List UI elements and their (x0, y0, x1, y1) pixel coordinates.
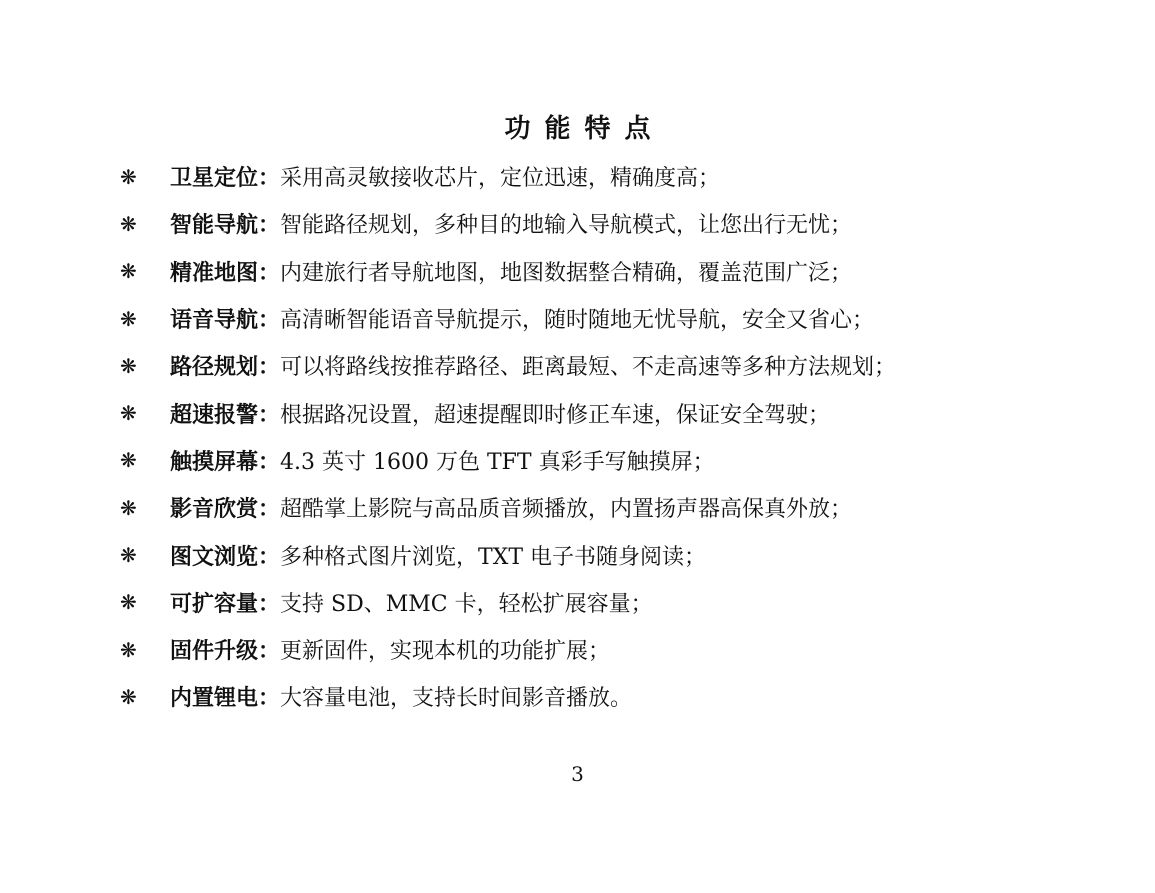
feature-description: 智能路径规划，多种目的地输入导航模式，让您出行无忧； (280, 213, 853, 239)
list-item (120, 248, 1120, 295)
feature-label: 可扩容量： (170, 590, 281, 617)
feature-list (120, 153, 1120, 721)
list-item (120, 579, 1120, 626)
asterisk-bullet-icon: ❋ (120, 684, 137, 709)
feature-label: 超速报警： (170, 401, 281, 428)
list-item (120, 673, 1120, 720)
asterisk-bullet-icon: ❋ (120, 495, 137, 520)
asterisk-bullet-icon: ❋ (120, 637, 137, 662)
feature-label: 内置锂电： (170, 685, 281, 712)
feature-description: 4.3 英寸 1600 万色 TFT 真彩手写触摸屏； (280, 449, 715, 475)
feature-label: 语音导航： (170, 307, 281, 334)
feature-description: 大容量电池，支持长时间影音播放。 (280, 686, 633, 712)
asterisk-bullet-icon: ❋ (120, 543, 137, 568)
list-item (120, 484, 1120, 531)
asterisk-bullet-icon: ❋ (120, 353, 137, 378)
feature-description: 内建旅行者导航地图，地图数据整合精确，覆盖范围广泛； (280, 260, 853, 286)
feature-description: 可以将路线按推荐路径、距离最短、不走高速等多种方法规划； (280, 355, 897, 381)
asterisk-bullet-icon: ❋ (120, 164, 137, 189)
list-item (120, 531, 1120, 578)
page-number: 3 (571, 762, 584, 786)
feature-description: 超酷掌上影院与高品质音频播放，内置扬声器高保真外放； (280, 497, 853, 523)
page-title: 功能特点 (504, 114, 665, 144)
list-item (120, 389, 1120, 436)
feature-label: 图文浏览： (170, 543, 281, 570)
feature-description: 根据路况设置，超速提醒即时修正车速，保证安全驾驶； (280, 402, 831, 428)
asterisk-bullet-icon: ❋ (120, 259, 137, 284)
feature-description: 支持 SD、MMC 卡，轻松扩展容量； (280, 591, 653, 617)
asterisk-bullet-icon: ❋ (120, 211, 137, 236)
list-item (120, 626, 1120, 673)
asterisk-bullet-icon: ❋ (120, 306, 137, 331)
asterisk-bullet-icon: ❋ (120, 448, 137, 473)
feature-description: 更新固件，实现本机的功能扩展； (280, 639, 611, 665)
asterisk-bullet-icon: ❋ (120, 401, 137, 426)
feature-label: 固件升级： (170, 638, 281, 665)
list-item (120, 200, 1120, 247)
list-item (120, 153, 1120, 200)
asterisk-bullet-icon: ❋ (120, 590, 137, 615)
feature-description: 高清晰智能语音导航提示，随时随地无忧导航，安全又省心； (280, 308, 875, 334)
feature-label: 卫星定位： (170, 165, 281, 192)
feature-label: 影音欣赏： (170, 496, 281, 523)
list-item (120, 437, 1120, 484)
feature-label: 精准地图： (170, 259, 281, 286)
feature-label: 路径规划： (170, 354, 281, 381)
feature-description: 多种格式图片浏览，TXT 电子书随身阅读； (280, 544, 707, 570)
list-item (120, 295, 1120, 342)
list-item (120, 342, 1120, 389)
feature-label: 智能导航： (170, 212, 281, 239)
feature-description: 采用高灵敏接收芯片，定位迅速，精确度高； (280, 166, 721, 192)
feature-label: 触摸屏幕： (170, 448, 281, 475)
